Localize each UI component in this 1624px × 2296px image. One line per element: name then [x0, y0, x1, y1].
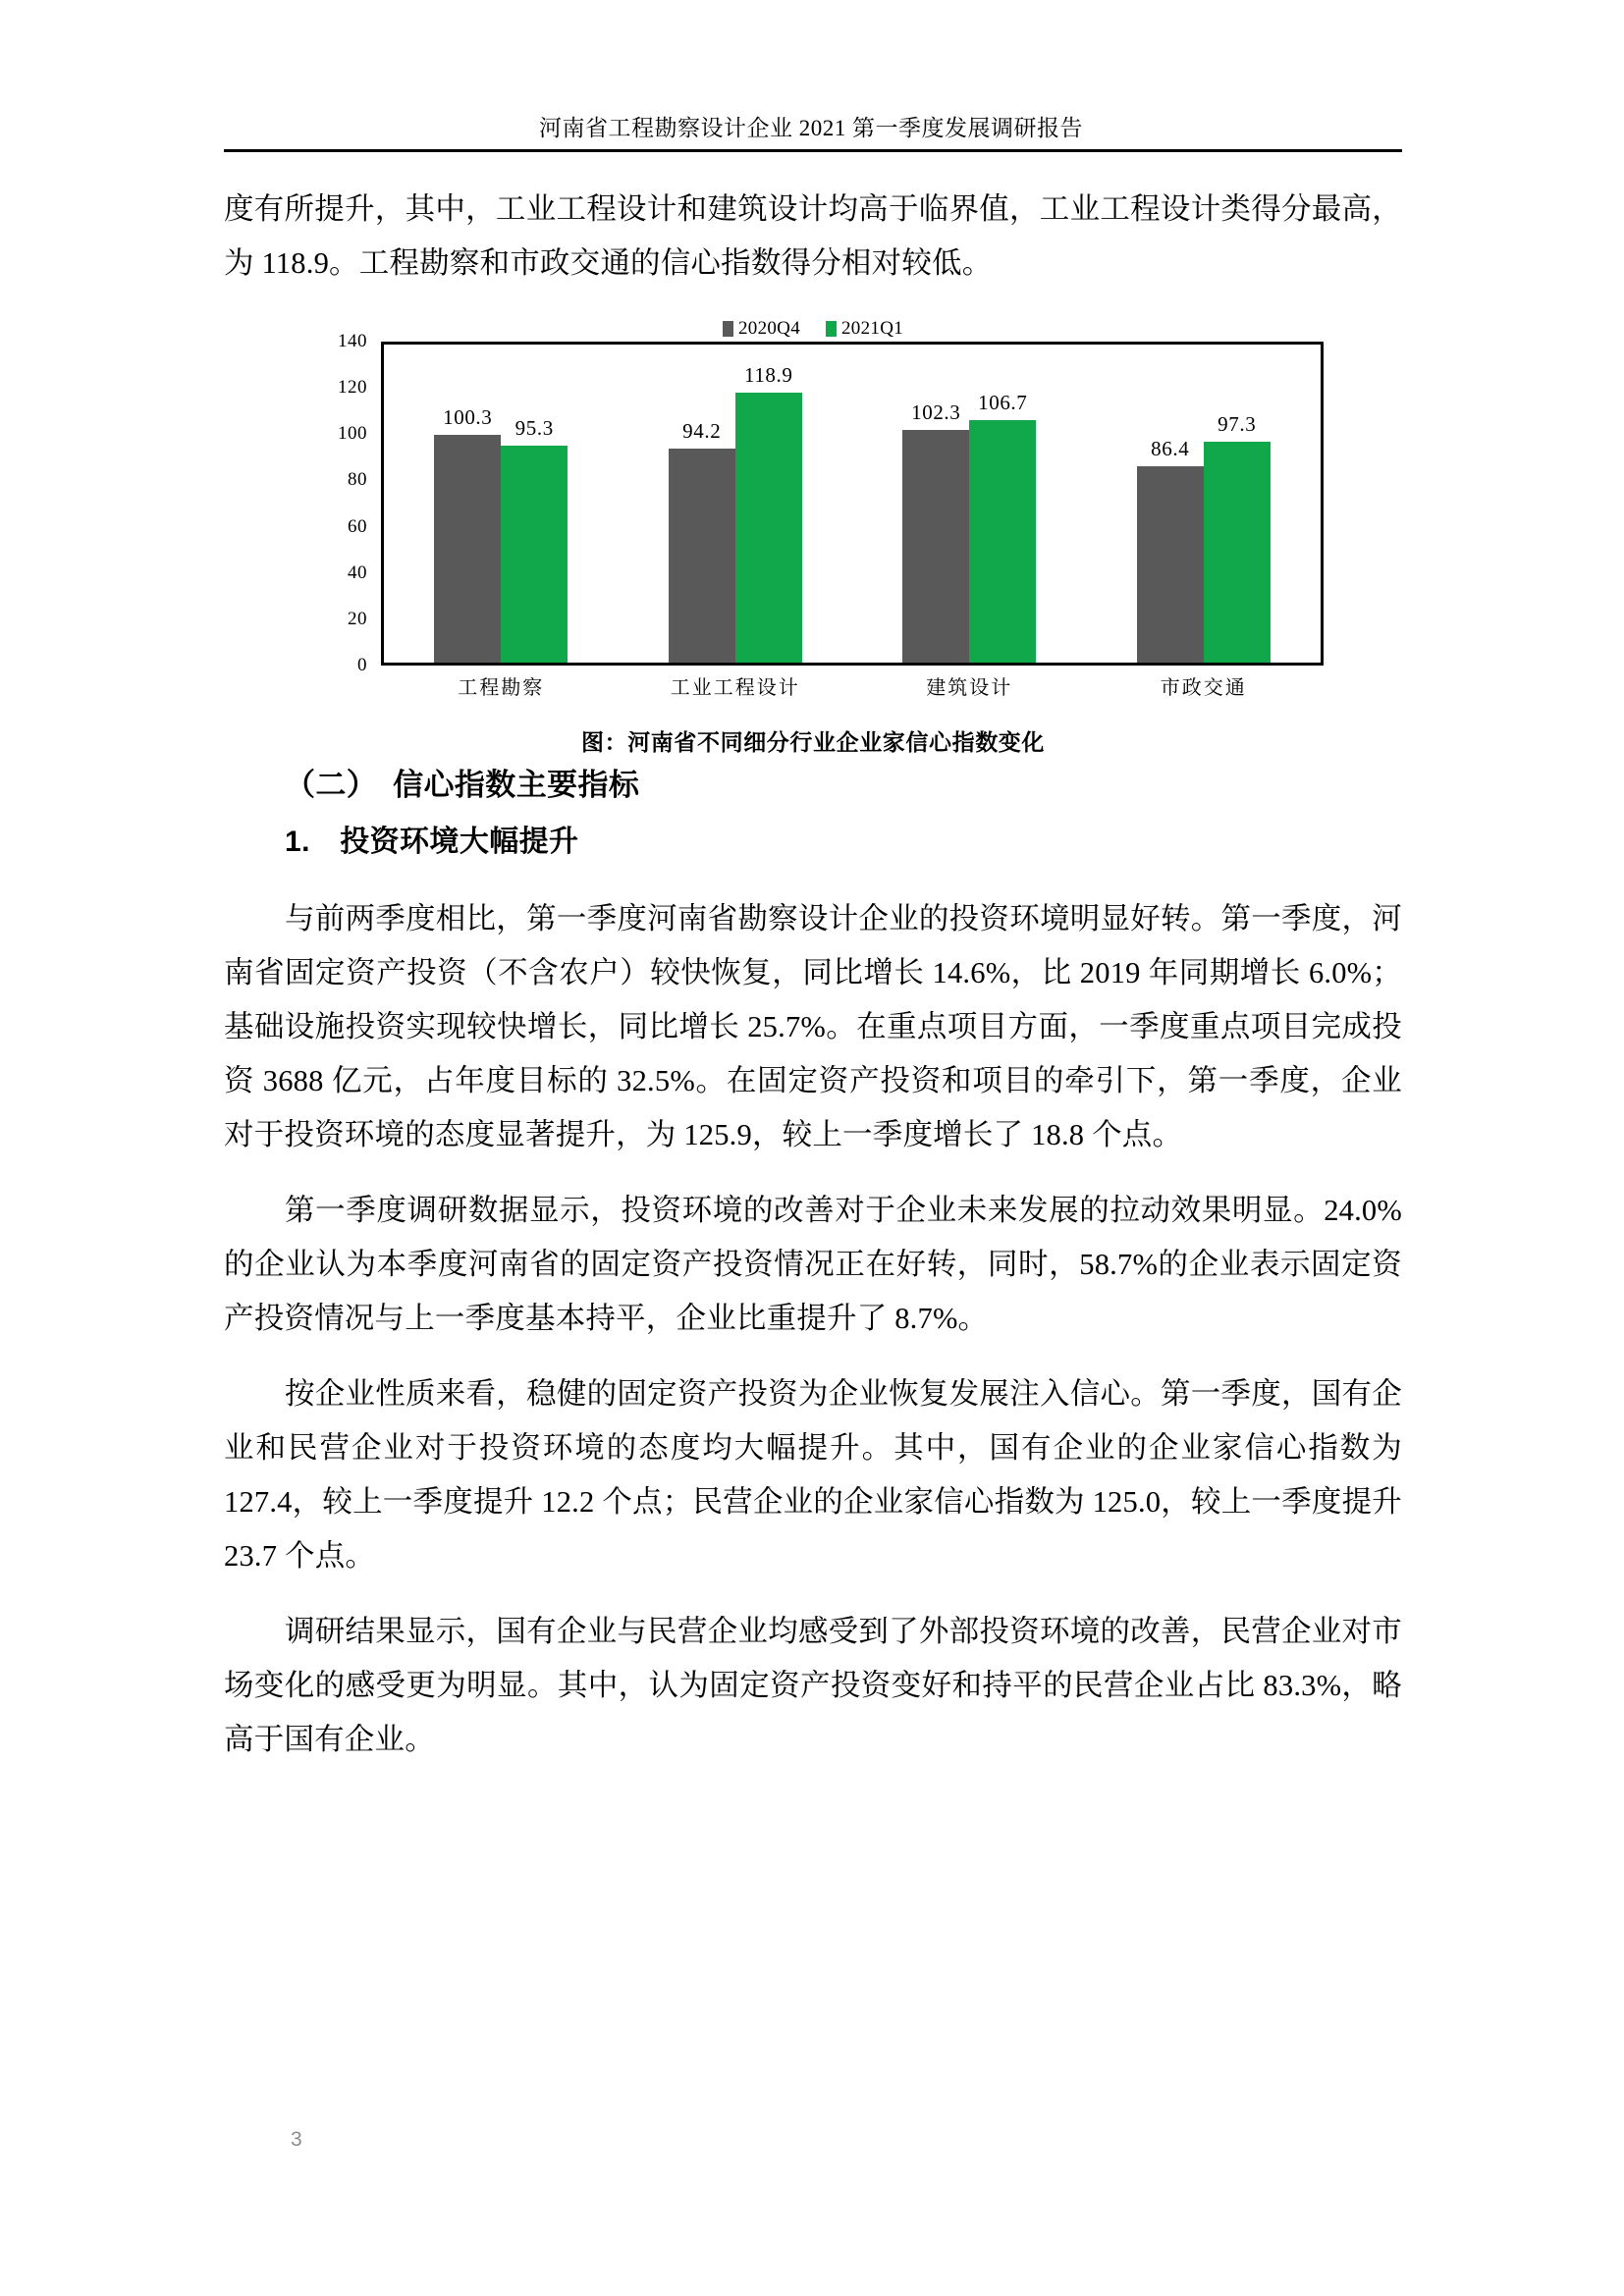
bar-value-label: 95.3: [514, 416, 554, 441]
bar-value-label: 86.4: [1151, 437, 1190, 461]
y-tick-label: 100: [338, 423, 367, 445]
bar-value-label: 118.9: [744, 362, 793, 387]
bar-series-2: [1204, 411, 1271, 663]
bar-group: [1087, 345, 1322, 663]
header-title: 河南省工程勘察设计企业 2021 第一季度发展调研报告: [539, 116, 1083, 140]
bar-rect: [1204, 442, 1271, 663]
bar-series-2: [501, 416, 568, 663]
bar-value-label: 100.3: [443, 404, 493, 429]
paragraph-3: 按企业性质来看，稳健的固定资产投资为企业恢复发展注入信心。第一季度，国有企业和民营企业对于投资环境的态度均大幅提升。其中，国有企业的企业家信心指数为 127.4，较上一季度提升 12.2 个点；民营企业的企业家信心指数为 125.0，较上一季度提升 23.7 个点。: [224, 1377, 1402, 1573]
bar-series-2: [969, 391, 1036, 663]
x-category-label: 工业工程设计: [670, 677, 800, 699]
bar-value-label: 102.3: [911, 400, 961, 425]
bar-series-1: [669, 419, 735, 663]
chart-legend: [293, 316, 1333, 342]
paragraph-4: 调研结果显示，国有企业与民营企业均感受到了外部投资环境的改善，民营企业对市场变化的感受更为明显。其中，认为固定资产投资变好和持平的民营企业占比 83.3%，略高于国有企业。: [224, 1615, 1402, 1756]
y-tick-label: 0: [357, 655, 367, 675]
bar-rect: [669, 449, 735, 663]
y-tick-label: 140: [338, 331, 367, 351]
bar-group: [852, 345, 1087, 663]
page-content: [224, 183, 1402, 1767]
bar-rect: [969, 420, 1036, 663]
bar-groups: [384, 345, 1321, 663]
bar-value-label: 106.7: [978, 391, 1028, 415]
bar-rect: [902, 430, 969, 663]
legend-swatch-series-1: [723, 321, 733, 337]
y-tick-label: 60: [348, 515, 367, 537]
bar-rect: [501, 446, 568, 663]
paragraph-2: 第一季度调研数据显示，投资环境的改善对于企业未来发展的拉动效果明显。24.0%的企业认为本季度河南省的固定资产投资情况正在好转，同时，58.7%的企业表示固定资产投资情况与上一季度基本持平，企业比重提升了 8.7%。: [224, 1194, 1402, 1335]
bar-group: [619, 345, 853, 663]
bar-group: [384, 345, 619, 663]
bar-series-1: [902, 400, 969, 663]
legend-item-series-2: [826, 318, 903, 340]
x-category-label: 市政交通: [1160, 677, 1247, 699]
paragraph-continuation: 度有所提升，其中，工业工程设计和建筑设计均高于临界值，工业工程设计类得分最高，为 118.9。工程勘察和市政交通的信心指数得分相对较低。: [224, 192, 1402, 280]
y-axis-ticks: [293, 331, 377, 675]
bar-rect: [1137, 466, 1204, 663]
page-number: 3: [291, 2128, 302, 2151]
x-category-label: 工程勘察: [458, 677, 545, 699]
legend-label-series-1: 2020Q4: [737, 318, 800, 339]
bar-value-label: 94.2: [682, 419, 722, 443]
bar-rect: [735, 393, 802, 663]
heading-section: （二） 信心指数主要指标: [285, 768, 640, 802]
page-header: [224, 110, 1402, 152]
bar-series-2: [735, 362, 802, 663]
figure-block: [224, 316, 1402, 757]
y-tick-label: 40: [348, 561, 367, 583]
bar-value-label: 97.3: [1218, 411, 1257, 436]
x-category-label: 建筑设计: [926, 677, 1013, 699]
bar-series-1: [1137, 437, 1204, 663]
legend-item-series-1: [723, 318, 800, 340]
x-axis-categories: [384, 671, 1321, 700]
header-rule: [224, 149, 1402, 152]
figure-caption: 图：河南省不同细分行业企业家信心指数变化: [581, 729, 1045, 755]
paragraph-1: 与前两季度相比，第一季度河南省勘察设计企业的投资环境明显好转。第一季度，河南省固定资产投资（不含农户）较快恢复，同比增长 14.6%，比 2019 年同期增长 6.0%；基础设施投资实现较快增长，同比增长 25.7%。在重点项目方面，一季度重点项目完成投资 3688 亿元，占年度目标的 32.5%。在固定资产投资和项目的牵引下，第一季度，企业对于投资环境的态度显著提升，为 125.9，较上一季度增长了 18.8 个点。: [224, 902, 1402, 1151]
bar-series-1: [434, 404, 501, 663]
y-tick-label: 80: [348, 469, 367, 491]
bar-rect: [434, 435, 501, 663]
y-tick-label: 120: [338, 377, 367, 399]
bar-chart: [293, 316, 1333, 699]
legend-swatch-series-2: [826, 321, 837, 337]
y-tick-label: 20: [348, 608, 367, 629]
legend-label-series-2: 2021Q1: [841, 318, 904, 339]
heading-subsection: 1. 投资环境大幅提升: [285, 826, 579, 858]
